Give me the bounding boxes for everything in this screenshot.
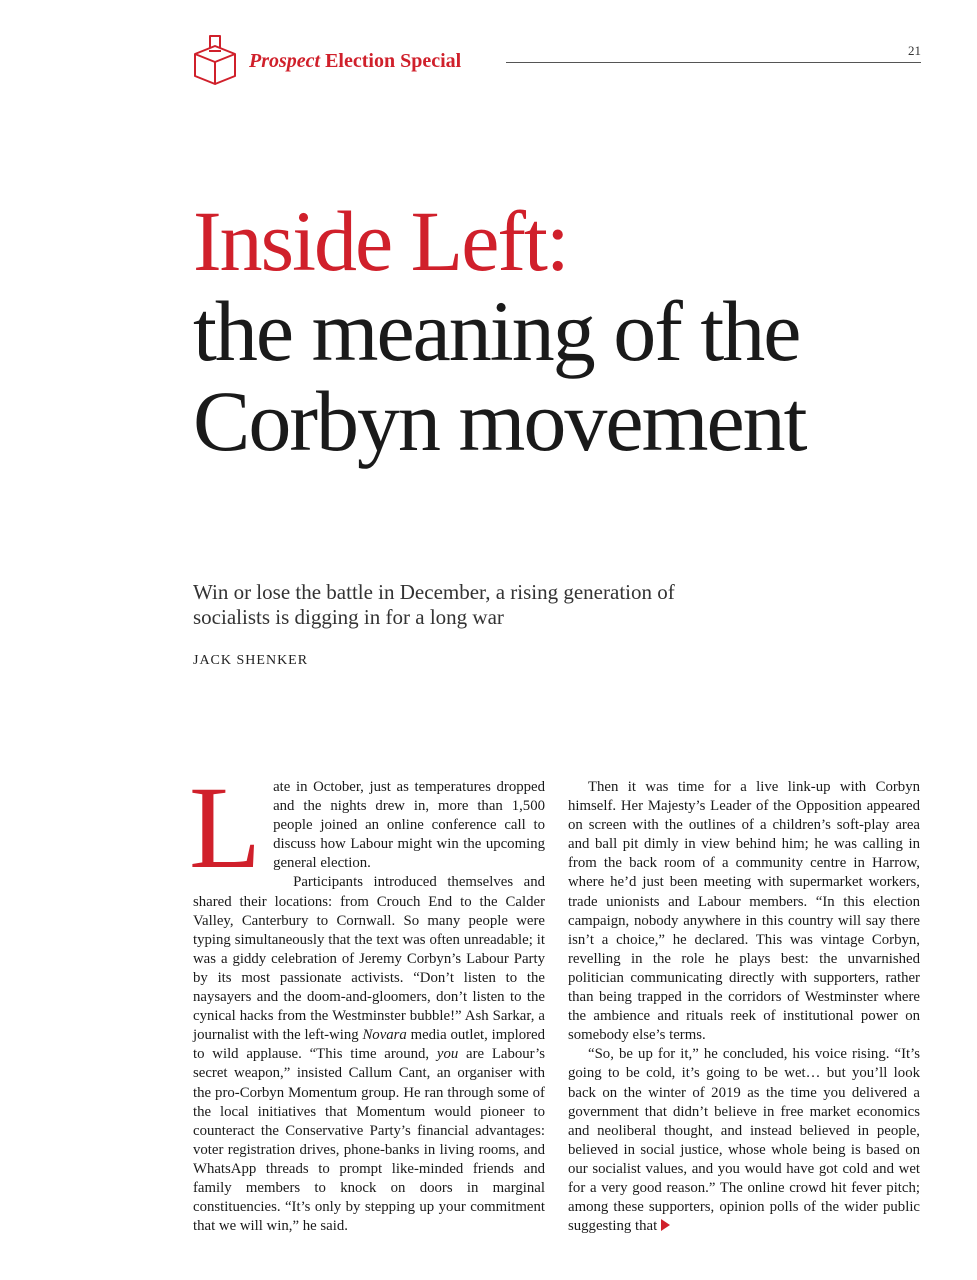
paragraph-2-text-a: Participants introduced themselves and shared their locations: from Crouch End to the Calder Valley, Canterbury to Cornwall. So many people were typing simultaneously that the text was often unreadable; it was a giddy celebration of Jeremy Corbyn’s Labour Party by its most passionate activists. “Don’t listen to the naysayers and the doom-and-gloomers, don’t listen to the cynical hacks from the Westminster bubble!” Ash Sarkar, a journalist with the left-wing (193, 874, 545, 1044)
brand-name: Prospect (249, 50, 321, 72)
paragraph-2 (193, 873, 545, 1236)
ballot-box-icon (193, 34, 237, 86)
page-number: 21 (908, 43, 921, 58)
paragraph-1-text: ate in October, just as temperatures dropped and the nights drew in, more than 1,500 people joined an online conference call to discuss how Labour might win the upcoming general election. (273, 779, 545, 872)
article-column-right (568, 778, 920, 1236)
headline-highlight: Inside Left: (193, 193, 568, 289)
headline (193, 193, 833, 469)
byline: JACK SHENKER (193, 653, 309, 668)
paragraph-3: Then it was time for a live link-up with Corbyn himself. Her Majesty’s Leader of the Opposition appeared on screen with the outlines of a children’s soft-play area and ball pit dimly in view behind him; he was calling in from the back room of a community centre in Harrow, where he’d just been meeting with supermarket workers, trade unionists and Labour members. “In this election campaign, nobody anywhere in this country will say there isn’t a choice,” he declared. This was vintage Corbyn, revelling in the role he plays best: the unvarnished politician communicating directly with supporters, rather than being trapped in the corridors of Westminster where the ambience and rituals reek of institutional power on somebody else’s terms. (568, 779, 920, 1044)
paragraph-4 (568, 1045, 920, 1236)
you-italic: you (436, 1046, 459, 1063)
section-name: Election Special (325, 50, 462, 72)
header-rule (506, 62, 921, 63)
continue-arrow-icon (661, 1219, 670, 1231)
headline-main: the meaning of the Corbyn movement (193, 283, 806, 469)
paragraph-2-text-b: media outlet, implored to wild applause. “This time around, (193, 1027, 546, 1063)
paragraph-4-text: “So, be up for it,” he concluded, his voice rising. “It’s going to be cold, it’s going to be wet… but you’ll look back on the winter of 2019 as the time you delivered a government that didn’t believe in free market economics and neoliberal thought, and instead believed in people, believed in social justice, whose whole being is based on our socialist values, and you would have got cold and wet for a very good reason.” The online crowd hit fever pitch; among these supporters, opinion polls of the wider public suggesting that (568, 1046, 920, 1235)
page-header (193, 34, 921, 90)
paragraph-2-text-c: are Labour’s secret weapon,” insisted Callum Cant, an organiser with the pro-Corbyn Momentum group. He ran through some of the local initiatives that Momentum would pioneer to counteract the Conservative Party’s financial advantages: voter registration drives, phone-banks in living rooms, and WhatsApp threads to prompt like-minded friends and family members to knock on doors in marginal constituencies. “It’s only by stepping up your commitment that we will win,” he said. (193, 1046, 545, 1235)
section-title (249, 50, 461, 73)
standfirst: Win or lose the battle in December, a rising generation of socialists is digging in for a long war (193, 580, 675, 629)
drop-cap: L (189, 762, 262, 893)
paragraph-1 (189, 762, 545, 893)
novara-italic: Novara (362, 1027, 407, 1044)
article-column-left (189, 762, 546, 1236)
